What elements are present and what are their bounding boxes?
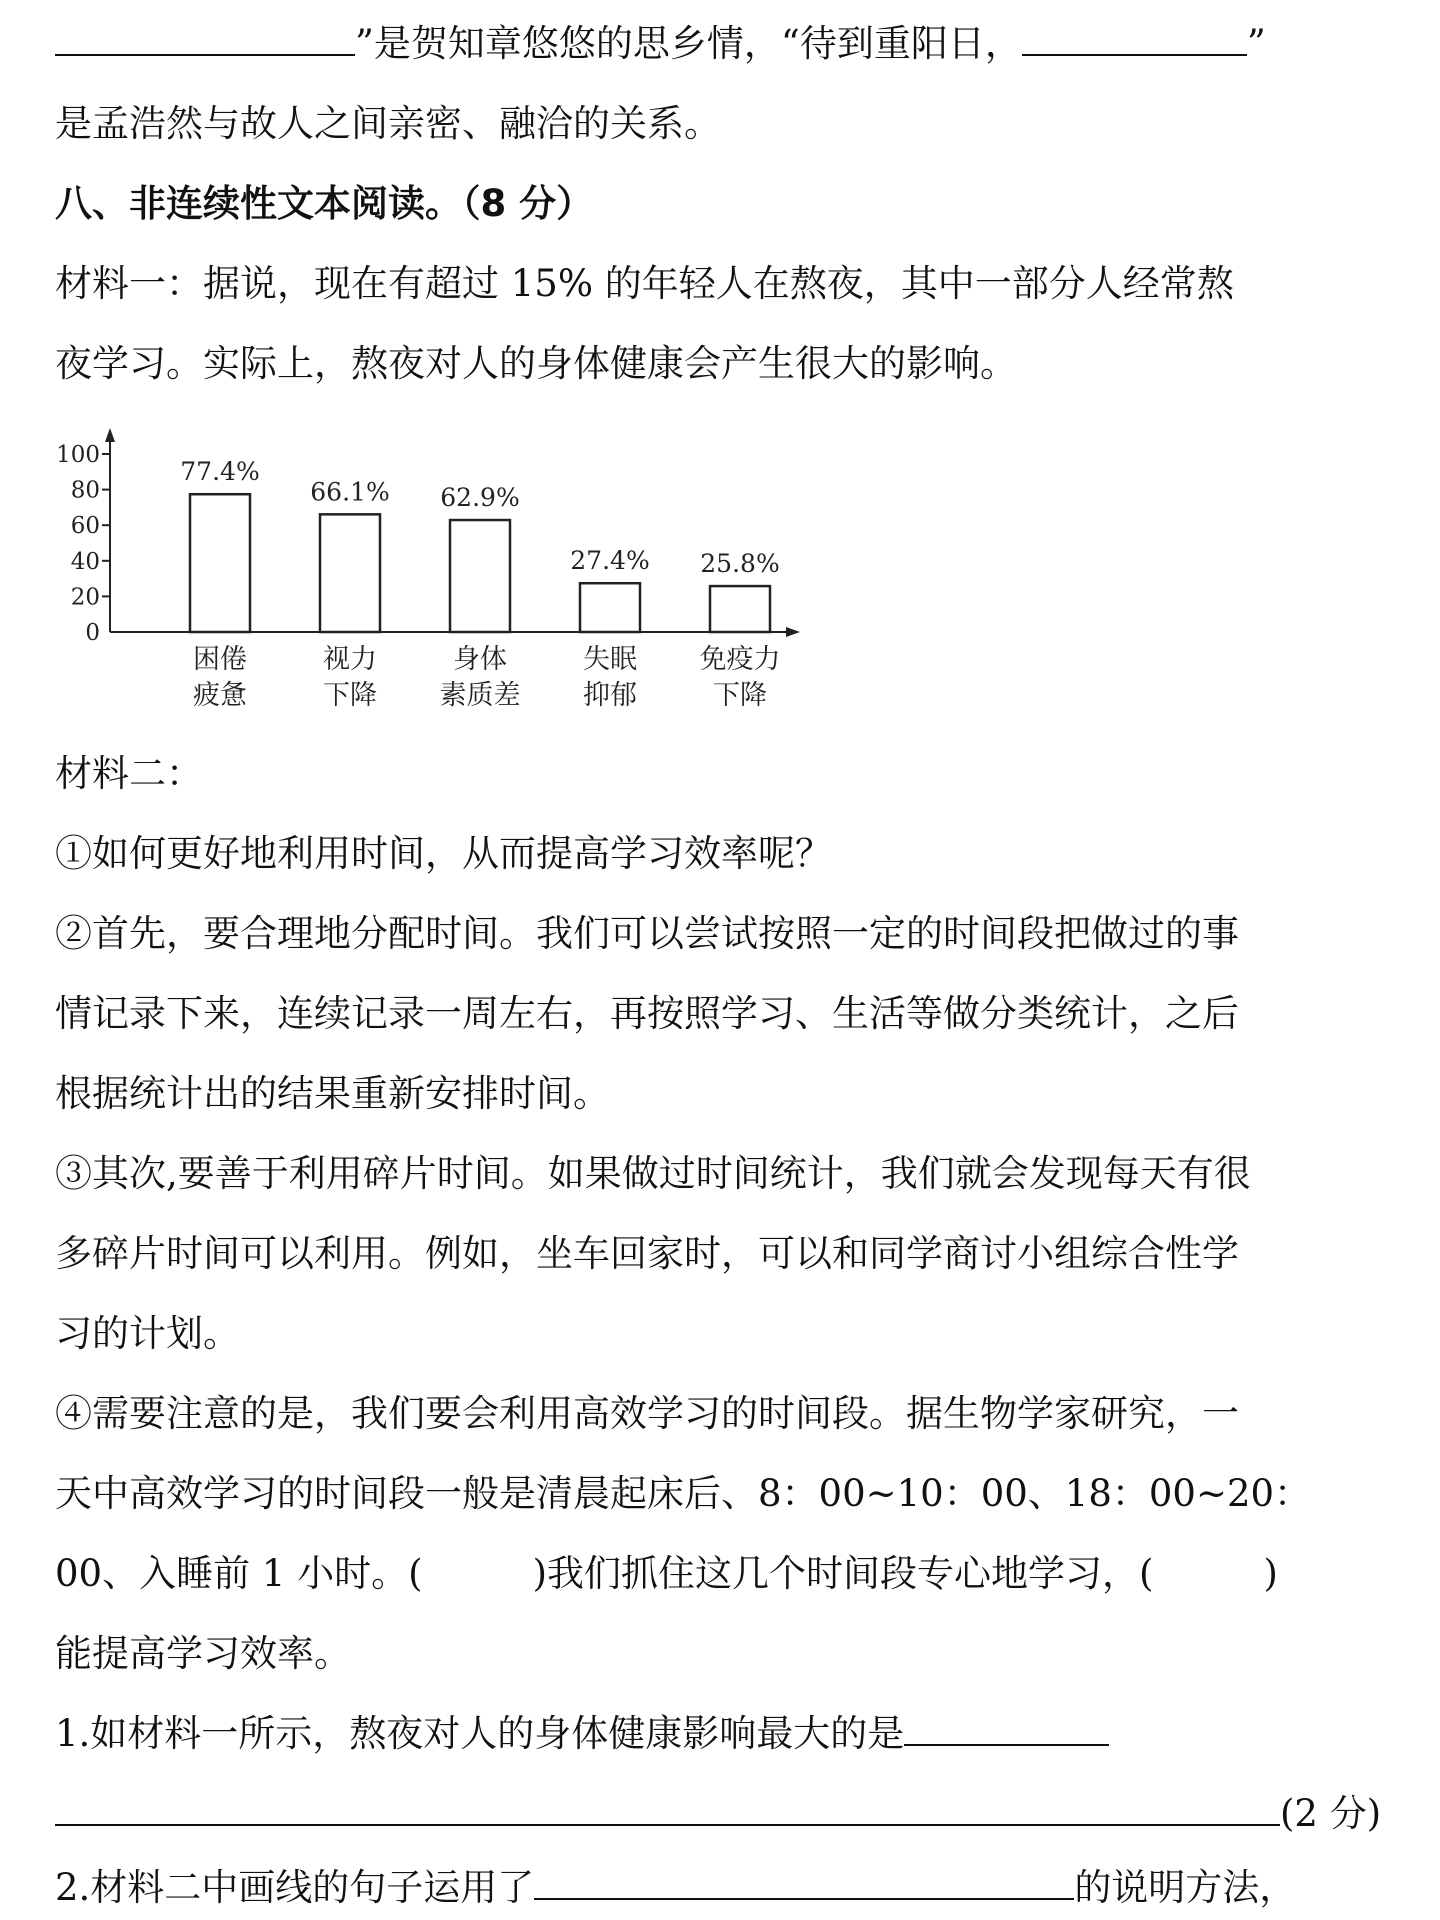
bar-value-label: 27.4% xyxy=(570,546,650,576)
question-2 xyxy=(55,1862,1395,1914)
material-2-label: 材料二： xyxy=(55,752,203,795)
paragraph-4-line-3-part-3: ) xyxy=(1263,1552,1278,1595)
material-1-line-1: 材料一：据说，现在有超过 15% 的年轻人在熬夜，其中一部分人经常熬 xyxy=(55,262,1234,305)
question-1-score: (2 分) xyxy=(1280,1792,1382,1835)
bar xyxy=(190,494,250,632)
paragraph-2-line-3: 根据统计出的结果重新安排时间。 xyxy=(55,1072,610,1115)
answer-blank[interactable] xyxy=(55,1790,1280,1826)
paragraph-4-line-4: 能提高学习效率。 xyxy=(55,1632,351,1675)
bar xyxy=(580,583,640,632)
paragraph-3-line-3: 习的计划。 xyxy=(55,1312,240,1355)
answer-blank[interactable] xyxy=(55,20,355,56)
category-label: 免疫力 xyxy=(699,644,781,675)
category-label: 身体 xyxy=(453,644,507,675)
paragraph-3-line-1: ③其次,要善于利用碎片时间。如果做过时间统计，我们就会发现每天有很 xyxy=(55,1152,1251,1195)
paragraph-4-line-1: ④需要注意的是，我们要会利用高效学习的时间段。据生物学家研究，一 xyxy=(55,1392,1239,1435)
line-1-text: ”是贺知章悠悠的思乡情，“待到重阳日， xyxy=(355,22,1022,65)
question-1 xyxy=(55,1708,1395,1760)
paragraph-2-line-2: 情记录下来，连续记录一周左右，再按照学习、生活等做分类统计，之后 xyxy=(55,992,1239,1035)
paragraph-4-line-3-part-1: 00、入睡前 1 小时。( xyxy=(55,1552,423,1595)
category-label: 困倦 xyxy=(193,644,247,675)
bar xyxy=(450,520,510,632)
category-label: 素质差 xyxy=(439,680,521,711)
line-2: 是孟浩然与故人之间亲密、融洽的关系。 xyxy=(55,102,721,145)
question-1-text: 1.如材料一所示，熬夜对人的身体健康影响最大的是 xyxy=(55,1712,905,1755)
category-label: 下降 xyxy=(323,680,377,711)
category-label: 疲惫 xyxy=(193,680,247,711)
closing-quote: ” xyxy=(1246,22,1266,65)
material-1-line-2: 夜学习。实际上，熬夜对人的身体健康会产生很大的影响。 xyxy=(55,342,1017,385)
y-tick-label: 20 xyxy=(70,584,100,611)
paragraph-1: ①如何更好地利用时间，从而提高学习效率呢？ xyxy=(55,832,832,875)
y-tick-label: 100 xyxy=(56,442,100,468)
bar-chart-svg xyxy=(50,420,810,720)
paragraph-3-line-2: 多碎片时间可以利用。例如，坐车回家时，可以和同学商讨小组综合性学 xyxy=(55,1232,1239,1275)
bar-chart xyxy=(50,420,810,720)
answer-blank[interactable] xyxy=(534,1864,1074,1900)
paragraph-2-line-1: ②首先，要合理地分配时间。我们可以尝试按照一定的时间段把做过的事 xyxy=(55,912,1239,955)
question-2-text-end: 的说明方法， xyxy=(1074,1866,1297,1909)
paragraph-4-line-3 xyxy=(55,1548,1395,1600)
answer-blank[interactable] xyxy=(1022,20,1247,56)
question-1-continued xyxy=(55,1788,1395,1840)
answer-blank[interactable] xyxy=(904,1710,1109,1746)
x-axis-arrow xyxy=(786,627,800,637)
paragraph-4-line-3-part-2: )我们抓住这几个时间段专心地学习，( xyxy=(532,1552,1154,1595)
y-tick-label: 40 xyxy=(70,548,100,575)
y-tick-label: 60 xyxy=(70,513,100,540)
paragraph-4-line-2: 天中高效学习的时间段一般是清晨起床后、8：00~10：00、18：00~20： xyxy=(55,1472,1312,1515)
question-2-text: 2.材料二中画线的句子运用了 xyxy=(55,1866,535,1909)
line-1 xyxy=(55,18,1395,70)
bar xyxy=(710,586,770,632)
bar-value-label: 77.4% xyxy=(180,457,260,487)
y-tick-label: 80 xyxy=(70,477,100,504)
bar-value-label: 62.9% xyxy=(440,483,520,513)
bar-value-label: 66.1% xyxy=(310,477,390,507)
y-tick-label: 0 xyxy=(85,620,100,646)
category-label: 下降 xyxy=(713,680,767,711)
y-axis-arrow xyxy=(105,428,115,442)
bar-value-label: 25.8% xyxy=(700,549,780,579)
bar xyxy=(320,514,380,632)
category-label: 失眠 xyxy=(583,644,637,675)
category-label: 视力 xyxy=(323,644,377,675)
section-heading: 八、非连续性文本阅读。（8 分） xyxy=(55,182,594,225)
category-label: 抑郁 xyxy=(583,680,637,711)
